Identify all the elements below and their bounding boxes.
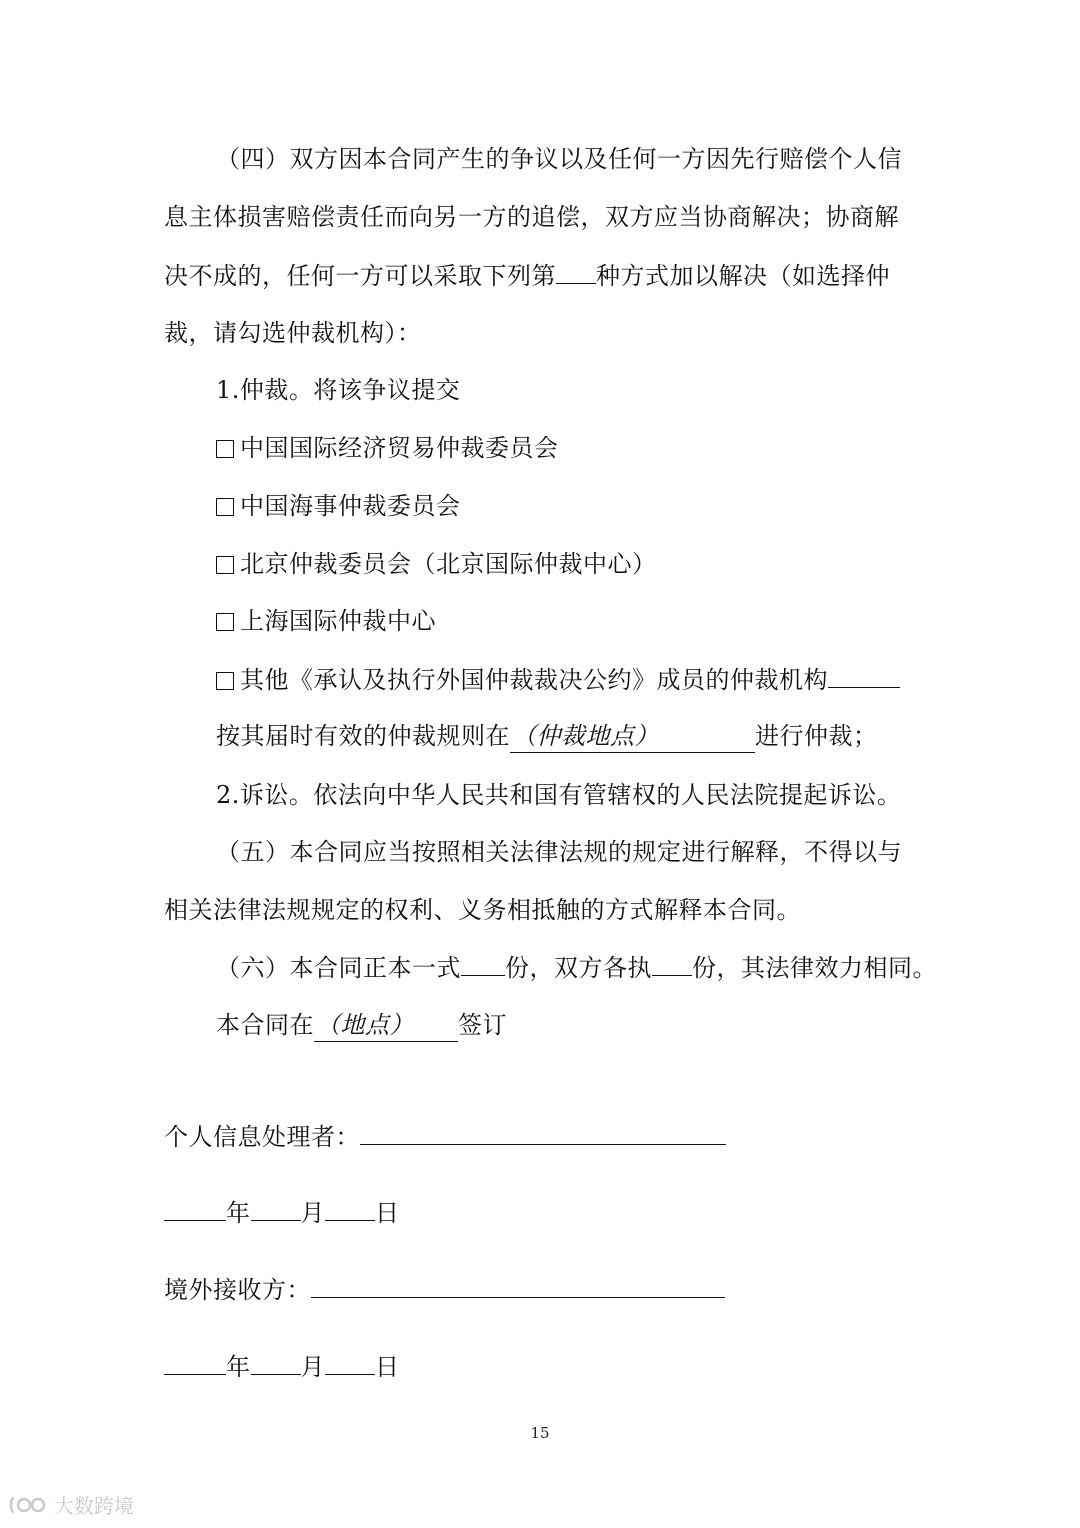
- processor-date-line: [164, 1196, 400, 1229]
- arbitration-rules-text-a: 按其届时有效的仲裁规则在: [216, 722, 510, 750]
- day-label: 日: [375, 1353, 400, 1381]
- watermark-text: 大数跨境: [54, 1494, 134, 1518]
- clause4-line2: 息主体损害赔偿责任而向另一方的追偿，双方应当协商解决；协商解: [164, 203, 899, 231]
- clause4-line3: [164, 259, 890, 292]
- processor-year-blank[interactable]: [164, 1196, 226, 1221]
- recipient-date-line: [164, 1350, 400, 1383]
- clause4-line3-text-b: 种方式加以解决（如选择仲: [596, 262, 890, 290]
- arbitration-option-label: 中国海事仲裁委员会: [240, 492, 461, 520]
- arbitration-option-label: 上海国际仲裁中心: [240, 607, 436, 635]
- other-institution-blank[interactable]: [828, 663, 900, 688]
- arbitration-option-label: 北京仲裁委员会（北京国际仲裁中心）: [240, 550, 657, 578]
- watermark-logo-icon: [8, 1494, 48, 1516]
- clause6-text-c: 份，其法律效力相同。: [692, 954, 937, 982]
- watermark: [8, 1490, 134, 1519]
- checkbox-icon[interactable]: [216, 498, 234, 516]
- arbitration-place-field[interactable]: （仲裁地点）: [510, 720, 755, 753]
- clause4-line4: 裁，请勾选仲裁机构）：: [164, 319, 422, 347]
- method-number-blank[interactable]: [556, 259, 596, 284]
- checkbox-icon[interactable]: [216, 672, 234, 690]
- signing-line: [216, 1009, 507, 1042]
- arbitration-option-label: 其他《承认及执行外国仲裁裁决公约》成员的仲裁机构: [240, 666, 828, 694]
- copies-total-blank[interactable]: [461, 951, 505, 976]
- recipient-day-blank[interactable]: [325, 1350, 375, 1375]
- arbitration-rules-line: [216, 720, 878, 753]
- arbitration-option-label: 中国国际经济贸易仲裁委员会: [240, 434, 559, 462]
- arbitration-heading: 1.仲裁。将该争议提交: [216, 376, 461, 404]
- day-label: 日: [375, 1199, 400, 1227]
- signing-text-a: 本合同在: [216, 1011, 314, 1039]
- signing-text-b: 签订: [458, 1011, 507, 1039]
- clause5-line2: 相关法律法规规定的权利、义务相抵触的方式解释本合同。: [164, 896, 801, 924]
- checkbox-icon[interactable]: [216, 613, 234, 631]
- recipient-year-blank[interactable]: [164, 1350, 226, 1375]
- arbitration-rules-text-b: 进行仲裁；: [755, 722, 878, 750]
- recipient-signature-line: [164, 1273, 725, 1306]
- clause4-line3-text-a: 决不成的，任何一方可以采取下列第: [164, 262, 556, 290]
- litigation-line: 2.诉讼。依法向中华人民共和国有管辖权的人民法院提起诉讼。: [216, 781, 902, 809]
- month-label: 月: [300, 1199, 325, 1227]
- recipient-label: 境外接收方：: [164, 1276, 311, 1304]
- year-label: 年: [226, 1199, 251, 1227]
- clause6-line: [216, 951, 937, 984]
- year-label: 年: [226, 1353, 251, 1381]
- clause6-text-a: （六）本合同正本一式: [216, 954, 461, 982]
- clause6-text-b: 份，双方各执: [505, 954, 652, 982]
- clause4-line1: （四）双方因本合同产生的争议以及任何一方因先行赔偿个人信: [216, 145, 902, 173]
- checkbox-icon[interactable]: [216, 556, 234, 574]
- clause5-line1: （五）本合同应当按照相关法律法规的规定进行解释，不得以与: [216, 838, 902, 866]
- signing-place-field[interactable]: （地点）: [314, 1009, 458, 1042]
- page-number: 15: [530, 1424, 550, 1442]
- checkbox-icon[interactable]: [216, 440, 234, 458]
- month-label: 月: [300, 1353, 325, 1381]
- arbitration-option-3[interactable]: [216, 548, 657, 580]
- arbitration-option-5[interactable]: [216, 663, 900, 696]
- arbitration-option-1[interactable]: [216, 432, 559, 464]
- processor-label: 个人信息处理者：: [164, 1123, 360, 1151]
- arbitration-option-2[interactable]: [216, 490, 461, 522]
- arbitration-option-4[interactable]: [216, 605, 436, 637]
- copies-each-blank[interactable]: [652, 951, 692, 976]
- processor-day-blank[interactable]: [325, 1196, 375, 1221]
- processor-month-blank[interactable]: [251, 1196, 301, 1221]
- processor-signature-line: [164, 1120, 726, 1153]
- recipient-month-blank[interactable]: [251, 1350, 301, 1375]
- processor-signature-field[interactable]: [360, 1120, 726, 1145]
- recipient-signature-field[interactable]: [311, 1273, 725, 1298]
